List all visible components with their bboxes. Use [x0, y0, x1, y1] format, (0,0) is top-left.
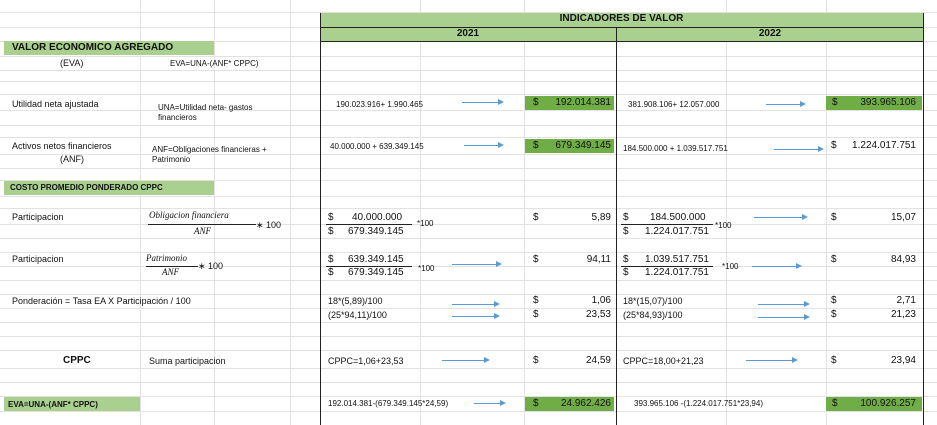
eva-calc-2021: 192.014.381-(679.349.145*24,59) [328, 399, 449, 408]
eva-abbr: (EVA) [60, 58, 84, 68]
currency-symbol: $ [533, 355, 539, 366]
activos-abbr: (ANF) [60, 154, 84, 164]
column-border [320, 13, 321, 425]
currency-symbol: $ [831, 309, 837, 320]
column-border [616, 28, 617, 425]
activos-value-2021: 679.349.145 [555, 140, 611, 151]
p1-res-2021: 5,89 [591, 212, 611, 223]
utilidad-calc-2021: 190.023.916+ 1.990.465 [336, 100, 423, 109]
p2-den-2021: 679.349.145 [348, 267, 404, 278]
fraction-numerator: Obligacion financiera [149, 210, 229, 220]
pond-res-2022-b: 21,23 [890, 309, 916, 320]
cppc-calc-2022: CPPC=18,00+21,23 [623, 356, 704, 366]
utilidad-def: UNA=Utilidad neta- gastos financieros [158, 103, 253, 122]
activos-def: ANF=Obligaciones financieras + Patrimonio [152, 145, 267, 164]
activos-label: Activos netos financieros [12, 141, 112, 151]
fraction-bar [621, 224, 713, 225]
fraction-denominator: ANF [194, 226, 211, 236]
pond-res-2021-b: 23,53 [585, 309, 611, 320]
currency-symbol: $ [328, 254, 334, 265]
p1-num-2021: 40.000.000 [352, 212, 403, 223]
currency-symbol: $ [831, 140, 837, 151]
currency-symbol: $ [533, 309, 539, 320]
arrow-icon [774, 149, 822, 150]
utilidad-label: Utilidad neta ajustada [12, 99, 99, 109]
cppc-res-2021: 24,59 [585, 355, 611, 366]
arrow-icon [452, 264, 500, 265]
eva-calc-2022: 393.965.106 -(1.224.017.751*23,94) [634, 399, 763, 408]
p2-mult-2021: *100 [418, 264, 435, 273]
p1-den-2022: 1.224.017.751 [645, 226, 709, 237]
p2-num-2022: 1.039.517.751 [645, 254, 709, 265]
gridline [420, 0, 421, 425]
fraction-multiplier: ∗ 100 [198, 261, 224, 271]
p1-den-2021: 679.349.145 [348, 226, 404, 237]
activos-calc-2021: 40.000.000 + 639.349.145 [330, 142, 424, 151]
arrow-icon [452, 304, 498, 305]
gridline [726, 0, 727, 425]
currency-symbol: $ [328, 226, 334, 237]
currency-symbol: $ [533, 140, 539, 151]
arrow-icon [442, 360, 488, 361]
currency-symbol: $ [533, 97, 539, 108]
currency-symbol: $ [533, 398, 539, 409]
header-border [320, 41, 923, 42]
participacion-1-label: Participacion [12, 212, 64, 222]
gridline [826, 0, 827, 425]
fraction-bar [326, 224, 412, 225]
p2-res-2022: 84,93 [890, 254, 916, 265]
currency-symbol: $ [831, 295, 837, 306]
currency-symbol: $ [832, 398, 838, 409]
fraction-multiplier: ∗ 100 [256, 220, 282, 230]
pond-res-2021-a: 1,06 [591, 295, 611, 306]
cppc-section-title: COSTO PROMEDIO PONDERADO CPPC [10, 183, 163, 192]
utilidad-value-2021: 192.014.381 [555, 97, 611, 108]
eva-final-label: EVA=UNA-(ANF* CPPC) [8, 400, 98, 409]
arrow-icon [746, 360, 796, 361]
arrow-icon [752, 266, 800, 267]
eva-section-title: VALOR ECONOMICO AGREGADO [12, 42, 174, 53]
p1-num-2022: 184.500.000 [650, 212, 706, 223]
ponderacion-label: Ponderación = Tasa EA X Participación / 100 [12, 296, 191, 306]
currency-symbol: $ [831, 355, 837, 366]
currency-symbol: $ [328, 267, 334, 278]
currency-symbol: $ [831, 212, 837, 223]
arrow-icon [758, 304, 808, 305]
arrow-icon [474, 403, 504, 404]
eva-formula: EVA=UNA-(ANF* CPPC) [170, 59, 259, 68]
pond-calc-2021-a: 18*(5,89)/100 [328, 296, 383, 306]
cppc-res-2022: 23,94 [890, 355, 916, 366]
gridline [290, 0, 291, 425]
p2-num-2021: 639.349.145 [348, 254, 404, 265]
p1-mult-2021: *100 [417, 219, 434, 228]
p2-res-2021: 94,11 [586, 254, 611, 265]
arrow-icon [462, 102, 502, 103]
year-2021-header: 2021 [456, 28, 480, 39]
p2-mult-2022: *100 [722, 262, 739, 271]
page-title: INDICADORES DE VALOR [559, 13, 684, 24]
currency-symbol: $ [831, 254, 837, 265]
participacion-2-label: Participacion [12, 254, 64, 264]
currency-symbol: $ [328, 212, 334, 223]
currency-symbol: $ [533, 295, 539, 306]
arrow-icon [464, 145, 502, 146]
eva-value-2021: 24.962.426 [560, 398, 611, 409]
pond-calc-2022-b: (25*84,93)/100 [623, 310, 683, 320]
pond-calc-2021-b: (25*94,11)/100 [328, 310, 387, 320]
p1-res-2022: 15,07 [890, 212, 916, 223]
currency-symbol: $ [533, 254, 539, 265]
utilidad-value-2022: 393.965.106 [860, 97, 916, 108]
header-border [320, 27, 923, 28]
fraction-denominator: ANF [162, 267, 179, 277]
arrow-icon [452, 316, 498, 317]
column-border [923, 13, 924, 425]
cppc-label: CPPC [63, 355, 91, 366]
eva-value-2022: 100.926.257 [860, 398, 916, 409]
utilidad-calc-2022: 381.908.106+ 12.057.000 [628, 100, 720, 109]
arrow-icon [766, 104, 804, 105]
activos-value-2022: 1.224.017.751 [852, 140, 916, 151]
p2-den-2022: 1.224.017.751 [645, 267, 709, 278]
pond-calc-2022-a: 18*(15,07)/100 [623, 296, 683, 306]
currency-symbol: $ [623, 212, 629, 223]
currency-symbol: $ [623, 267, 629, 278]
arrow-icon [758, 317, 808, 318]
p1-mult-2022: *100 [715, 221, 732, 230]
gridline [524, 0, 525, 425]
year-2022-header: 2022 [758, 28, 782, 39]
fraction-bar [148, 224, 256, 225]
currency-symbol: $ [832, 97, 838, 108]
activos-calc-2022: 184.500.000 + 1.039.517.751 [623, 144, 728, 153]
currency-symbol: $ [533, 212, 539, 223]
pond-res-2022-a: 2,71 [896, 295, 916, 306]
arrow-icon [754, 217, 806, 218]
cppc-desc: Suma participacion [149, 356, 226, 366]
gridline [140, 0, 141, 425]
currency-symbol: $ [623, 226, 629, 237]
fraction-numerator: Patrimonio [146, 253, 188, 263]
currency-symbol: $ [623, 254, 629, 265]
cppc-calc-2021: CPPC=1,06+23,53 [328, 356, 404, 366]
